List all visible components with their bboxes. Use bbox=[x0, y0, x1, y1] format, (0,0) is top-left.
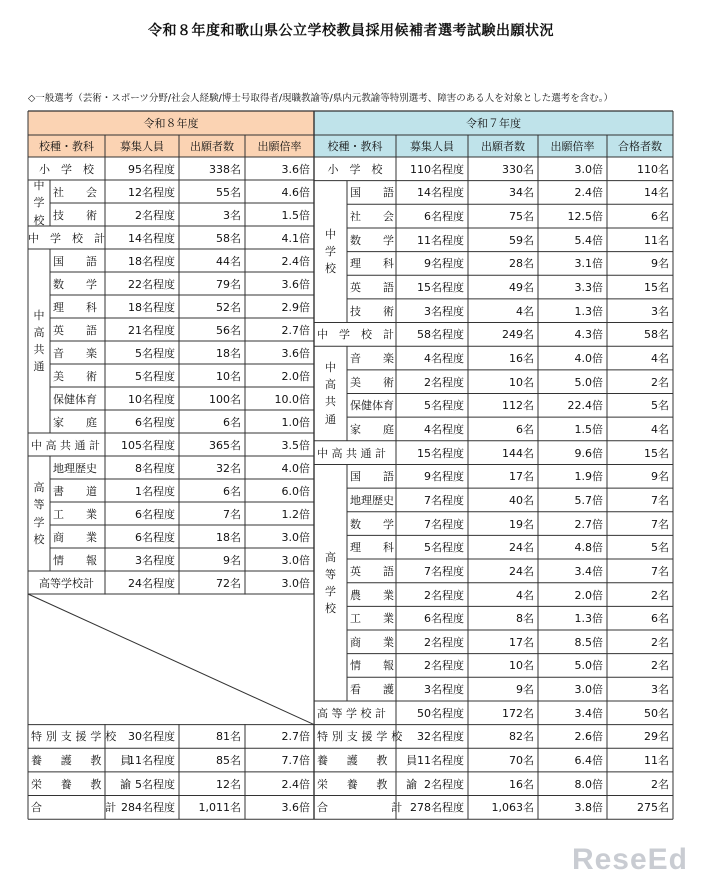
right-passed-cell: 7名 bbox=[651, 564, 669, 578]
left-recruit-cell: 6名程度 bbox=[135, 507, 175, 521]
left-row-label: 保健体育 bbox=[53, 392, 97, 406]
left-row-label: 社 会 bbox=[53, 185, 97, 199]
left-applicants-cell: 6名 bbox=[223, 415, 241, 429]
right-recruit-cell: 2名程度 bbox=[424, 588, 464, 602]
right-applicants-cell: 75名 bbox=[509, 210, 534, 224]
right-recruit-cell: 2名程度 bbox=[424, 777, 464, 791]
left-applicants-cell: 55名 bbox=[216, 185, 241, 199]
left-applicants-cell: 18名 bbox=[216, 346, 241, 360]
right-passed-cell: 5名 bbox=[651, 541, 669, 555]
left-row-label: 家 庭 bbox=[53, 415, 97, 429]
left-ratio-cell: 3.6倍 bbox=[281, 162, 310, 176]
left-recruit-cell: 18名程度 bbox=[128, 254, 175, 268]
left-row-label: 技 術 bbox=[53, 208, 97, 222]
right-ratio-cell: 5.0倍 bbox=[574, 659, 603, 673]
right-recruit-cell: 6名程度 bbox=[424, 210, 464, 224]
right-applicants-cell: 8名 bbox=[516, 612, 534, 626]
right-recruit-cell: 278名程度 bbox=[410, 801, 464, 815]
left-ratio-cell: 4.6倍 bbox=[281, 185, 310, 199]
left-applicants-cell: 32名 bbox=[216, 461, 241, 475]
right-ratio-cell: 12.5倍 bbox=[567, 210, 603, 224]
right-row-label: 理 科 bbox=[350, 541, 394, 555]
left-applicants-cell: 18名 bbox=[216, 530, 241, 544]
left-row-label: 特別支援学校 bbox=[31, 730, 121, 744]
right-row-label: 地理歴史 bbox=[350, 493, 394, 507]
right-group-chuko: 中 高 共 通 bbox=[325, 361, 336, 426]
right-row-label: 養 護 教 員 bbox=[317, 754, 421, 768]
left-column-header: 募集人員 bbox=[105, 135, 179, 157]
right-recruit-cell: 6名程度 bbox=[424, 612, 464, 626]
right-applicants-cell: 4名 bbox=[516, 588, 534, 602]
left-row-label: 音 楽 bbox=[53, 346, 97, 360]
right-applicants-cell: 10名 bbox=[509, 659, 534, 673]
right-row-label: 家 庭 bbox=[350, 422, 394, 436]
right-row-label: 数 学 bbox=[350, 517, 394, 531]
right-applicants-cell: 59名 bbox=[509, 233, 534, 247]
left-recruit-cell: 5名程度 bbox=[135, 777, 175, 791]
right-row-label: 特別支援学校 bbox=[317, 730, 407, 744]
right-passed-cell: 11名 bbox=[644, 233, 669, 247]
left-recruit-cell: 30名程度 bbox=[128, 730, 175, 744]
right-applicants-cell: 16名 bbox=[509, 352, 534, 365]
right-applicants-cell: 112名 bbox=[502, 399, 534, 413]
left-row-label: 工 業 bbox=[53, 507, 97, 521]
left-applicants-cell: 9名 bbox=[223, 553, 241, 567]
left-row-label: 小 学 校 bbox=[39, 162, 94, 176]
right-passed-cell: 15名 bbox=[644, 281, 669, 295]
left-applicants-cell: 6名 bbox=[223, 484, 241, 498]
right-row-label: 国 語 bbox=[350, 186, 394, 200]
right-passed-cell: 11名 bbox=[644, 754, 669, 768]
left-recruit-cell: 5名程度 bbox=[135, 346, 175, 360]
left-row-label: 中 高 共 通 計 bbox=[31, 438, 100, 452]
right-ratio-cell: 2.7倍 bbox=[574, 517, 603, 531]
right-ratio-cell: 1.3倍 bbox=[574, 612, 603, 626]
left-row-label: 地理歴史 bbox=[53, 461, 97, 475]
right-applicants-cell: 17名 bbox=[509, 470, 534, 484]
right-recruit-cell: 15名程度 bbox=[417, 281, 464, 295]
right-recruit-cell: 9名程度 bbox=[424, 257, 464, 271]
right-passed-cell: 275名 bbox=[637, 801, 669, 815]
right-recruit-cell: 3名程度 bbox=[424, 304, 464, 318]
right-applicants-cell: 330名 bbox=[502, 162, 534, 176]
left-recruit-cell: 10名程度 bbox=[128, 392, 175, 406]
right-recruit-cell: 11名程度 bbox=[417, 233, 464, 247]
left-recruit-cell: 14名程度 bbox=[128, 231, 175, 245]
left-row-label: 理 科 bbox=[53, 300, 97, 314]
left-recruit-cell: 24名程度 bbox=[128, 576, 175, 590]
right-recruit-cell: 50名程度 bbox=[417, 706, 464, 720]
right-recruit-cell: 11名程度 bbox=[417, 754, 464, 768]
left-group-chuko: 中 高 共 通 bbox=[33, 308, 45, 374]
left-row-label: 情 報 bbox=[53, 553, 97, 567]
left-ratio-cell: 1.2倍 bbox=[281, 507, 310, 521]
left-row-label: 商 業 bbox=[53, 530, 97, 544]
left-recruit-cell: 284名程度 bbox=[121, 801, 175, 815]
left-recruit-cell: 105名程度 bbox=[121, 438, 175, 452]
right-passed-cell: 5名 bbox=[651, 399, 669, 413]
left-ratio-cell: 7.7倍 bbox=[281, 754, 310, 768]
right-applicants-cell: 144名 bbox=[502, 446, 534, 460]
left-ratio-cell: 2.7倍 bbox=[281, 730, 310, 744]
left-row-label: 数 学 bbox=[53, 277, 97, 291]
left-recruit-cell: 95名程度 bbox=[128, 162, 175, 176]
left-applicants-cell: 58名 bbox=[216, 231, 241, 245]
right-applicants-cell: 17名 bbox=[509, 635, 534, 649]
right-applicants-cell: 40名 bbox=[509, 493, 534, 507]
right-passed-cell: 50名 bbox=[644, 706, 669, 720]
right-ratio-cell: 3.0倍 bbox=[574, 162, 603, 176]
right-row-label: 美 術 bbox=[350, 375, 394, 389]
left-recruit-cell: 5名程度 bbox=[135, 369, 175, 383]
page-title: 令和８年度和歌山県公立学校教員採用候補者選考試験出願状況 bbox=[148, 23, 554, 39]
right-ratio-cell: 1.9倍 bbox=[574, 470, 603, 484]
left-ratio-cell: 1.5倍 bbox=[281, 208, 310, 222]
left-column-header: 出願倍率 bbox=[245, 135, 314, 157]
right-ratio-cell: 3.4倍 bbox=[574, 564, 603, 578]
right-recruit-cell: 4名程度 bbox=[424, 352, 464, 365]
right-row-label: 情 報 bbox=[350, 659, 394, 673]
left-row-label: 栄 養 教 諭 bbox=[31, 777, 135, 791]
selection-note: ◇一般選考（芸術・スポーツ分野/社会人経験/博士号取得者/現職教諭等/県内元教諭等特別選考、障害のある人を対象とした選考を含む。） bbox=[28, 93, 613, 104]
right-applicants-cell: 70名 bbox=[509, 754, 534, 768]
right-column-header: 出願倍率 bbox=[538, 135, 607, 157]
left-recruit-cell: 8名程度 bbox=[135, 461, 175, 475]
right-ratio-cell: 6.4倍 bbox=[574, 754, 603, 768]
left-applicants-cell: 1,011名 bbox=[198, 801, 241, 815]
left-applicants-cell: 52名 bbox=[216, 300, 241, 314]
right-recruit-cell: 4名程度 bbox=[424, 422, 464, 436]
right-row-label: 社 会 bbox=[350, 210, 394, 224]
right-applicants-cell: 10名 bbox=[509, 375, 534, 389]
right-recruit-cell: 5名程度 bbox=[424, 541, 464, 555]
right-row-label: 商 業 bbox=[350, 635, 394, 649]
right-passed-cell: 110名 bbox=[637, 162, 669, 176]
right-ratio-cell: 3.8倍 bbox=[574, 801, 603, 815]
right-applicants-cell: 28名 bbox=[509, 257, 534, 271]
right-passed-cell: 4名 bbox=[651, 422, 669, 436]
right-passed-cell: 58名 bbox=[644, 328, 669, 342]
right-ratio-cell: 4.8倍 bbox=[574, 541, 603, 555]
right-applicants-cell: 6名 bbox=[516, 422, 534, 436]
right-ratio-cell: 8.0倍 bbox=[574, 777, 603, 791]
right-applicants-cell: 172名 bbox=[502, 706, 534, 720]
right-applicants-cell: 34名 bbox=[509, 186, 534, 200]
right-applicants-cell: 49名 bbox=[509, 281, 534, 295]
right-applicants-cell: 4名 bbox=[516, 304, 534, 318]
right-row-label: 英 語 bbox=[350, 564, 394, 578]
right-ratio-cell: 9.6倍 bbox=[574, 446, 603, 460]
right-ratio-cell: 22.4倍 bbox=[567, 399, 603, 413]
left-ratio-cell: 2.7倍 bbox=[281, 323, 310, 337]
right-ratio-cell: 3.1倍 bbox=[574, 257, 603, 271]
right-passed-cell: 14名 bbox=[644, 186, 669, 200]
left-ratio-cell: 3.6倍 bbox=[281, 277, 310, 291]
left-recruit-cell: 12名程度 bbox=[128, 185, 175, 199]
right-row-label: 技 術 bbox=[350, 304, 394, 318]
left-recruit-cell: 2名程度 bbox=[135, 208, 175, 222]
right-ratio-cell: 3.3倍 bbox=[574, 281, 603, 295]
right-recruit-cell: 2名程度 bbox=[424, 375, 464, 389]
right-row-label: 国 語 bbox=[350, 470, 394, 484]
right-row-label: 栄 養 教 諭 bbox=[317, 777, 421, 791]
left-applicants-cell: 10名 bbox=[216, 369, 241, 383]
right-applicants-cell: 1,063名 bbox=[491, 801, 534, 815]
right-row-label: 高 等 学 校 計 bbox=[317, 706, 386, 720]
right-passed-cell: 2名 bbox=[651, 588, 669, 602]
right-recruit-cell: 7名程度 bbox=[424, 493, 464, 507]
right-recruit-cell: 32名程度 bbox=[417, 730, 464, 744]
right-recruit-cell: 58名程度 bbox=[417, 328, 464, 342]
left-row-label: 英 語 bbox=[53, 323, 97, 337]
right-recruit-cell: 2名程度 bbox=[424, 635, 464, 649]
right-passed-cell: 3名 bbox=[651, 304, 669, 318]
right-recruit-cell: 14名程度 bbox=[417, 186, 464, 200]
right-applicants-cell: 82名 bbox=[509, 730, 534, 744]
left-ratio-cell: 4.1倍 bbox=[281, 231, 310, 245]
right-column-header: 募集人員 bbox=[396, 135, 468, 157]
left-year-header: 令和８年度 bbox=[28, 111, 314, 135]
right-group-chugakko: 中 学 校 bbox=[325, 228, 336, 276]
right-ratio-cell: 5.0倍 bbox=[574, 375, 603, 389]
right-passed-cell: 29名 bbox=[644, 730, 669, 744]
left-applicants-cell: 85名 bbox=[216, 754, 241, 768]
right-ratio-cell: 4.3倍 bbox=[574, 328, 603, 342]
left-recruit-cell: 18名程度 bbox=[128, 300, 175, 314]
left-applicants-cell: 365名 bbox=[209, 438, 241, 452]
left-row-label: 国 語 bbox=[53, 254, 97, 268]
left-ratio-cell: 2.0倍 bbox=[281, 369, 310, 383]
right-row-label: 中 学 校 計 bbox=[317, 328, 394, 342]
left-applicants-cell: 44名 bbox=[216, 254, 241, 268]
right-recruit-cell: 3名程度 bbox=[424, 683, 464, 697]
left-row-label: 書 道 bbox=[53, 484, 97, 498]
right-applicants-cell: 249名 bbox=[502, 328, 534, 342]
left-applicants-cell: 72名 bbox=[216, 576, 241, 590]
right-passed-cell: 4名 bbox=[651, 352, 669, 365]
right-ratio-cell: 3.0倍 bbox=[574, 683, 603, 697]
left-applicants-cell: 100名 bbox=[209, 392, 241, 406]
left-recruit-cell: 1名程度 bbox=[135, 484, 175, 498]
left-column-header: 出願者数 bbox=[179, 135, 245, 157]
left-ratio-cell: 2.9倍 bbox=[281, 300, 310, 314]
right-row-label: 合 計 bbox=[317, 801, 407, 815]
right-ratio-cell: 2.4倍 bbox=[574, 186, 603, 200]
right-passed-cell: 6名 bbox=[651, 612, 669, 626]
right-passed-cell: 2名 bbox=[651, 777, 669, 791]
left-ratio-cell: 10.0倍 bbox=[274, 392, 310, 406]
left-applicants-cell: 12名 bbox=[216, 777, 241, 791]
left-row-label: 養 護 教 員 bbox=[31, 754, 135, 768]
right-passed-cell: 7名 bbox=[651, 493, 669, 507]
left-recruit-cell: 6名程度 bbox=[135, 415, 175, 429]
left-ratio-cell: 3.0倍 bbox=[281, 553, 310, 567]
right-row-label: 理 科 bbox=[350, 257, 394, 271]
right-recruit-cell: 7名程度 bbox=[424, 564, 464, 578]
left-ratio-cell: 2.4倍 bbox=[281, 254, 310, 268]
right-row-label: 音 楽 bbox=[350, 352, 394, 365]
left-ratio-cell: 3.0倍 bbox=[281, 576, 310, 590]
right-applicants-cell: 24名 bbox=[509, 564, 534, 578]
right-column-header: 合格者数 bbox=[607, 135, 673, 157]
left-applicants-cell: 3名 bbox=[223, 208, 241, 222]
left-ratio-cell: 3.0倍 bbox=[281, 530, 310, 544]
left-ratio-cell: 4.0倍 bbox=[281, 461, 310, 475]
right-passed-cell: 7名 bbox=[651, 517, 669, 531]
right-row-label: 小 学 校 bbox=[327, 162, 383, 176]
left-ratio-cell: 1.0倍 bbox=[281, 415, 310, 429]
right-passed-cell: 2名 bbox=[651, 635, 669, 649]
right-recruit-cell: 7名程度 bbox=[424, 517, 464, 531]
right-passed-cell: 15名 bbox=[644, 446, 669, 460]
right-column-header: 校種・教科 bbox=[314, 135, 396, 157]
right-recruit-cell: 5名程度 bbox=[424, 399, 464, 413]
right-applicants-cell: 19名 bbox=[509, 517, 534, 531]
right-row-label: 数 学 bbox=[350, 233, 394, 247]
right-passed-cell: 2名 bbox=[651, 659, 669, 673]
right-applicants-cell: 9名 bbox=[516, 683, 534, 697]
right-ratio-cell: 4.0倍 bbox=[574, 352, 603, 365]
right-row-label: 保健体育 bbox=[350, 399, 394, 413]
left-row-label: 高等学校計 bbox=[39, 576, 94, 590]
right-ratio-cell: 2.6倍 bbox=[574, 730, 603, 744]
left-recruit-cell: 21名程度 bbox=[128, 323, 175, 337]
left-column-header: 校種・教科 bbox=[28, 135, 105, 157]
right-passed-cell: 2名 bbox=[651, 375, 669, 389]
left-applicants-cell: 338名 bbox=[209, 162, 241, 176]
left-recruit-cell: 11名程度 bbox=[128, 754, 175, 768]
left-applicants-cell: 81名 bbox=[216, 730, 241, 744]
right-row-label: 工 業 bbox=[350, 612, 394, 626]
left-row-label: 美 術 bbox=[53, 369, 97, 383]
right-passed-cell: 9名 bbox=[651, 257, 669, 271]
right-ratio-cell: 3.4倍 bbox=[574, 706, 603, 720]
right-recruit-cell: 2名程度 bbox=[424, 659, 464, 673]
right-row-label: 農 業 bbox=[350, 588, 394, 602]
left-row-label: 中 学 校 計 bbox=[28, 231, 105, 245]
right-column-header: 出願者数 bbox=[468, 135, 538, 157]
left-ratio-cell: 3.5倍 bbox=[281, 438, 310, 452]
right-ratio-cell: 5.4倍 bbox=[574, 233, 603, 247]
left-row-label: 合 計 bbox=[31, 801, 121, 815]
right-ratio-cell: 8.5倍 bbox=[574, 635, 603, 649]
right-applicants-cell: 16名 bbox=[509, 777, 534, 791]
right-ratio-cell: 2.0倍 bbox=[574, 588, 603, 602]
left-applicants-cell: 56名 bbox=[216, 323, 241, 337]
right-passed-cell: 6名 bbox=[651, 210, 669, 224]
right-recruit-cell: 15名程度 bbox=[417, 446, 464, 460]
right-ratio-cell: 1.5倍 bbox=[574, 422, 603, 436]
resemom-logo: ReseEd bbox=[571, 843, 688, 876]
left-applicants-cell: 79名 bbox=[216, 277, 241, 291]
right-group-koto: 高 等 学 校 bbox=[325, 550, 336, 615]
right-ratio-cell: 5.7倍 bbox=[574, 493, 603, 507]
right-recruit-cell: 9名程度 bbox=[424, 470, 464, 484]
left-recruit-cell: 3名程度 bbox=[135, 553, 175, 567]
right-passed-cell: 9名 bbox=[651, 470, 669, 484]
right-ratio-cell: 1.3倍 bbox=[574, 304, 603, 318]
left-ratio-cell: 3.6倍 bbox=[281, 346, 310, 360]
right-passed-cell: 3名 bbox=[651, 683, 669, 697]
left-applicants-cell: 7名 bbox=[223, 507, 241, 521]
left-ratio-cell: 2.4倍 bbox=[281, 777, 310, 791]
right-recruit-cell: 110名程度 bbox=[410, 162, 464, 176]
right-year-header: 令和７年度 bbox=[314, 111, 673, 135]
left-recruit-cell: 22名程度 bbox=[128, 277, 175, 291]
right-applicants-cell: 24名 bbox=[509, 541, 534, 555]
left-ratio-cell: 3.6倍 bbox=[281, 801, 310, 815]
left-group-chugakko: 中 学 校 bbox=[33, 179, 45, 227]
right-row-label: 英 語 bbox=[350, 281, 394, 295]
right-row-label: 看 護 bbox=[350, 683, 394, 697]
left-recruit-cell: 6名程度 bbox=[135, 530, 175, 544]
right-row-label: 中 高 共 通 計 bbox=[317, 446, 386, 460]
left-group-koto: 高 等 学 校 bbox=[33, 481, 45, 546]
left-ratio-cell: 6.0倍 bbox=[281, 484, 310, 498]
